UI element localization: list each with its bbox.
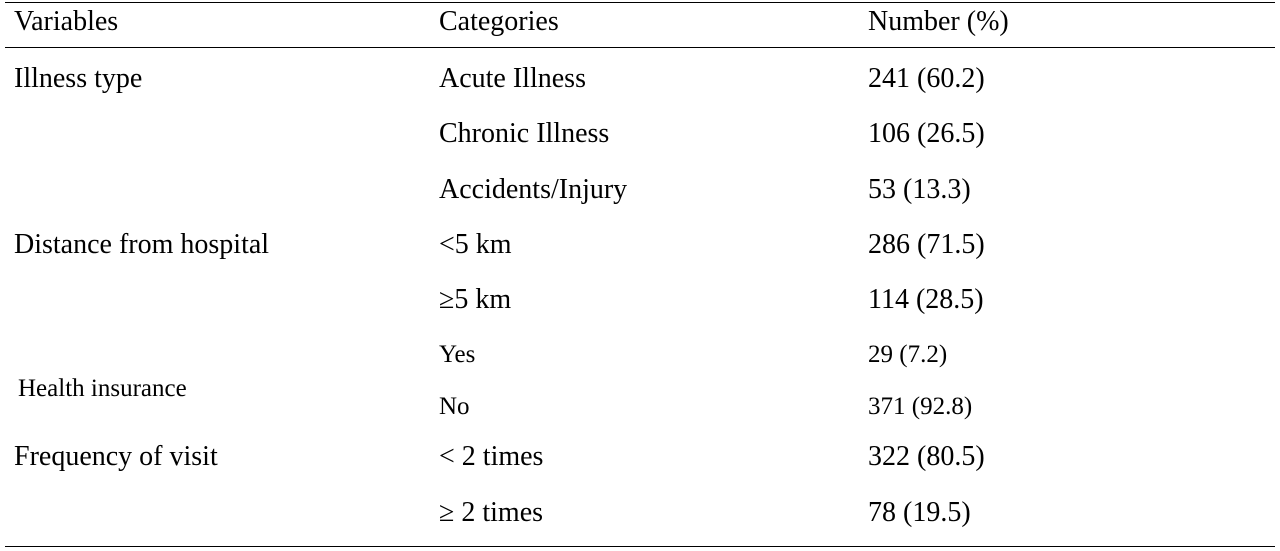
table-top-rule xyxy=(5,2,1275,3)
category-cell: Yes xyxy=(439,341,476,368)
category-cell: ≥5 km xyxy=(439,284,512,315)
number-cell: 322 (80.5) xyxy=(868,441,985,472)
variable-distance-from-hospital: Distance from hospital xyxy=(14,229,270,260)
variable-illness-type: Illness type xyxy=(14,63,143,94)
variable-frequency-of-visit: Frequency of visit xyxy=(14,441,218,472)
table-bottom-rule xyxy=(5,546,1275,547)
header-rule xyxy=(5,47,1275,48)
number-cell: 106 (26.5) xyxy=(868,118,985,149)
number-cell: 114 (28.5) xyxy=(868,284,984,315)
number-cell: 241 (60.2) xyxy=(868,63,985,94)
number-cell: 29 (7.2) xyxy=(868,341,948,368)
category-cell: <5 km xyxy=(439,229,512,260)
category-cell: ≥ 2 times xyxy=(439,497,544,528)
number-cell: 78 (19.5) xyxy=(868,497,971,528)
category-cell: Acute Illness xyxy=(439,63,586,94)
variable-health-insurance: Health insurance xyxy=(18,375,187,402)
header-variables: Variables xyxy=(14,6,119,37)
category-cell: < 2 times xyxy=(439,441,544,472)
category-cell: Chronic Illness xyxy=(439,118,610,149)
number-cell: 53 (13.3) xyxy=(868,174,971,205)
number-cell: 371 (92.8) xyxy=(868,393,973,420)
category-cell: No xyxy=(439,393,470,420)
number-cell: 286 (71.5) xyxy=(868,229,985,260)
header-categories: Categories xyxy=(439,6,559,37)
header-number: Number (%) xyxy=(868,6,1009,37)
category-cell: Accidents/Injury xyxy=(439,174,628,205)
